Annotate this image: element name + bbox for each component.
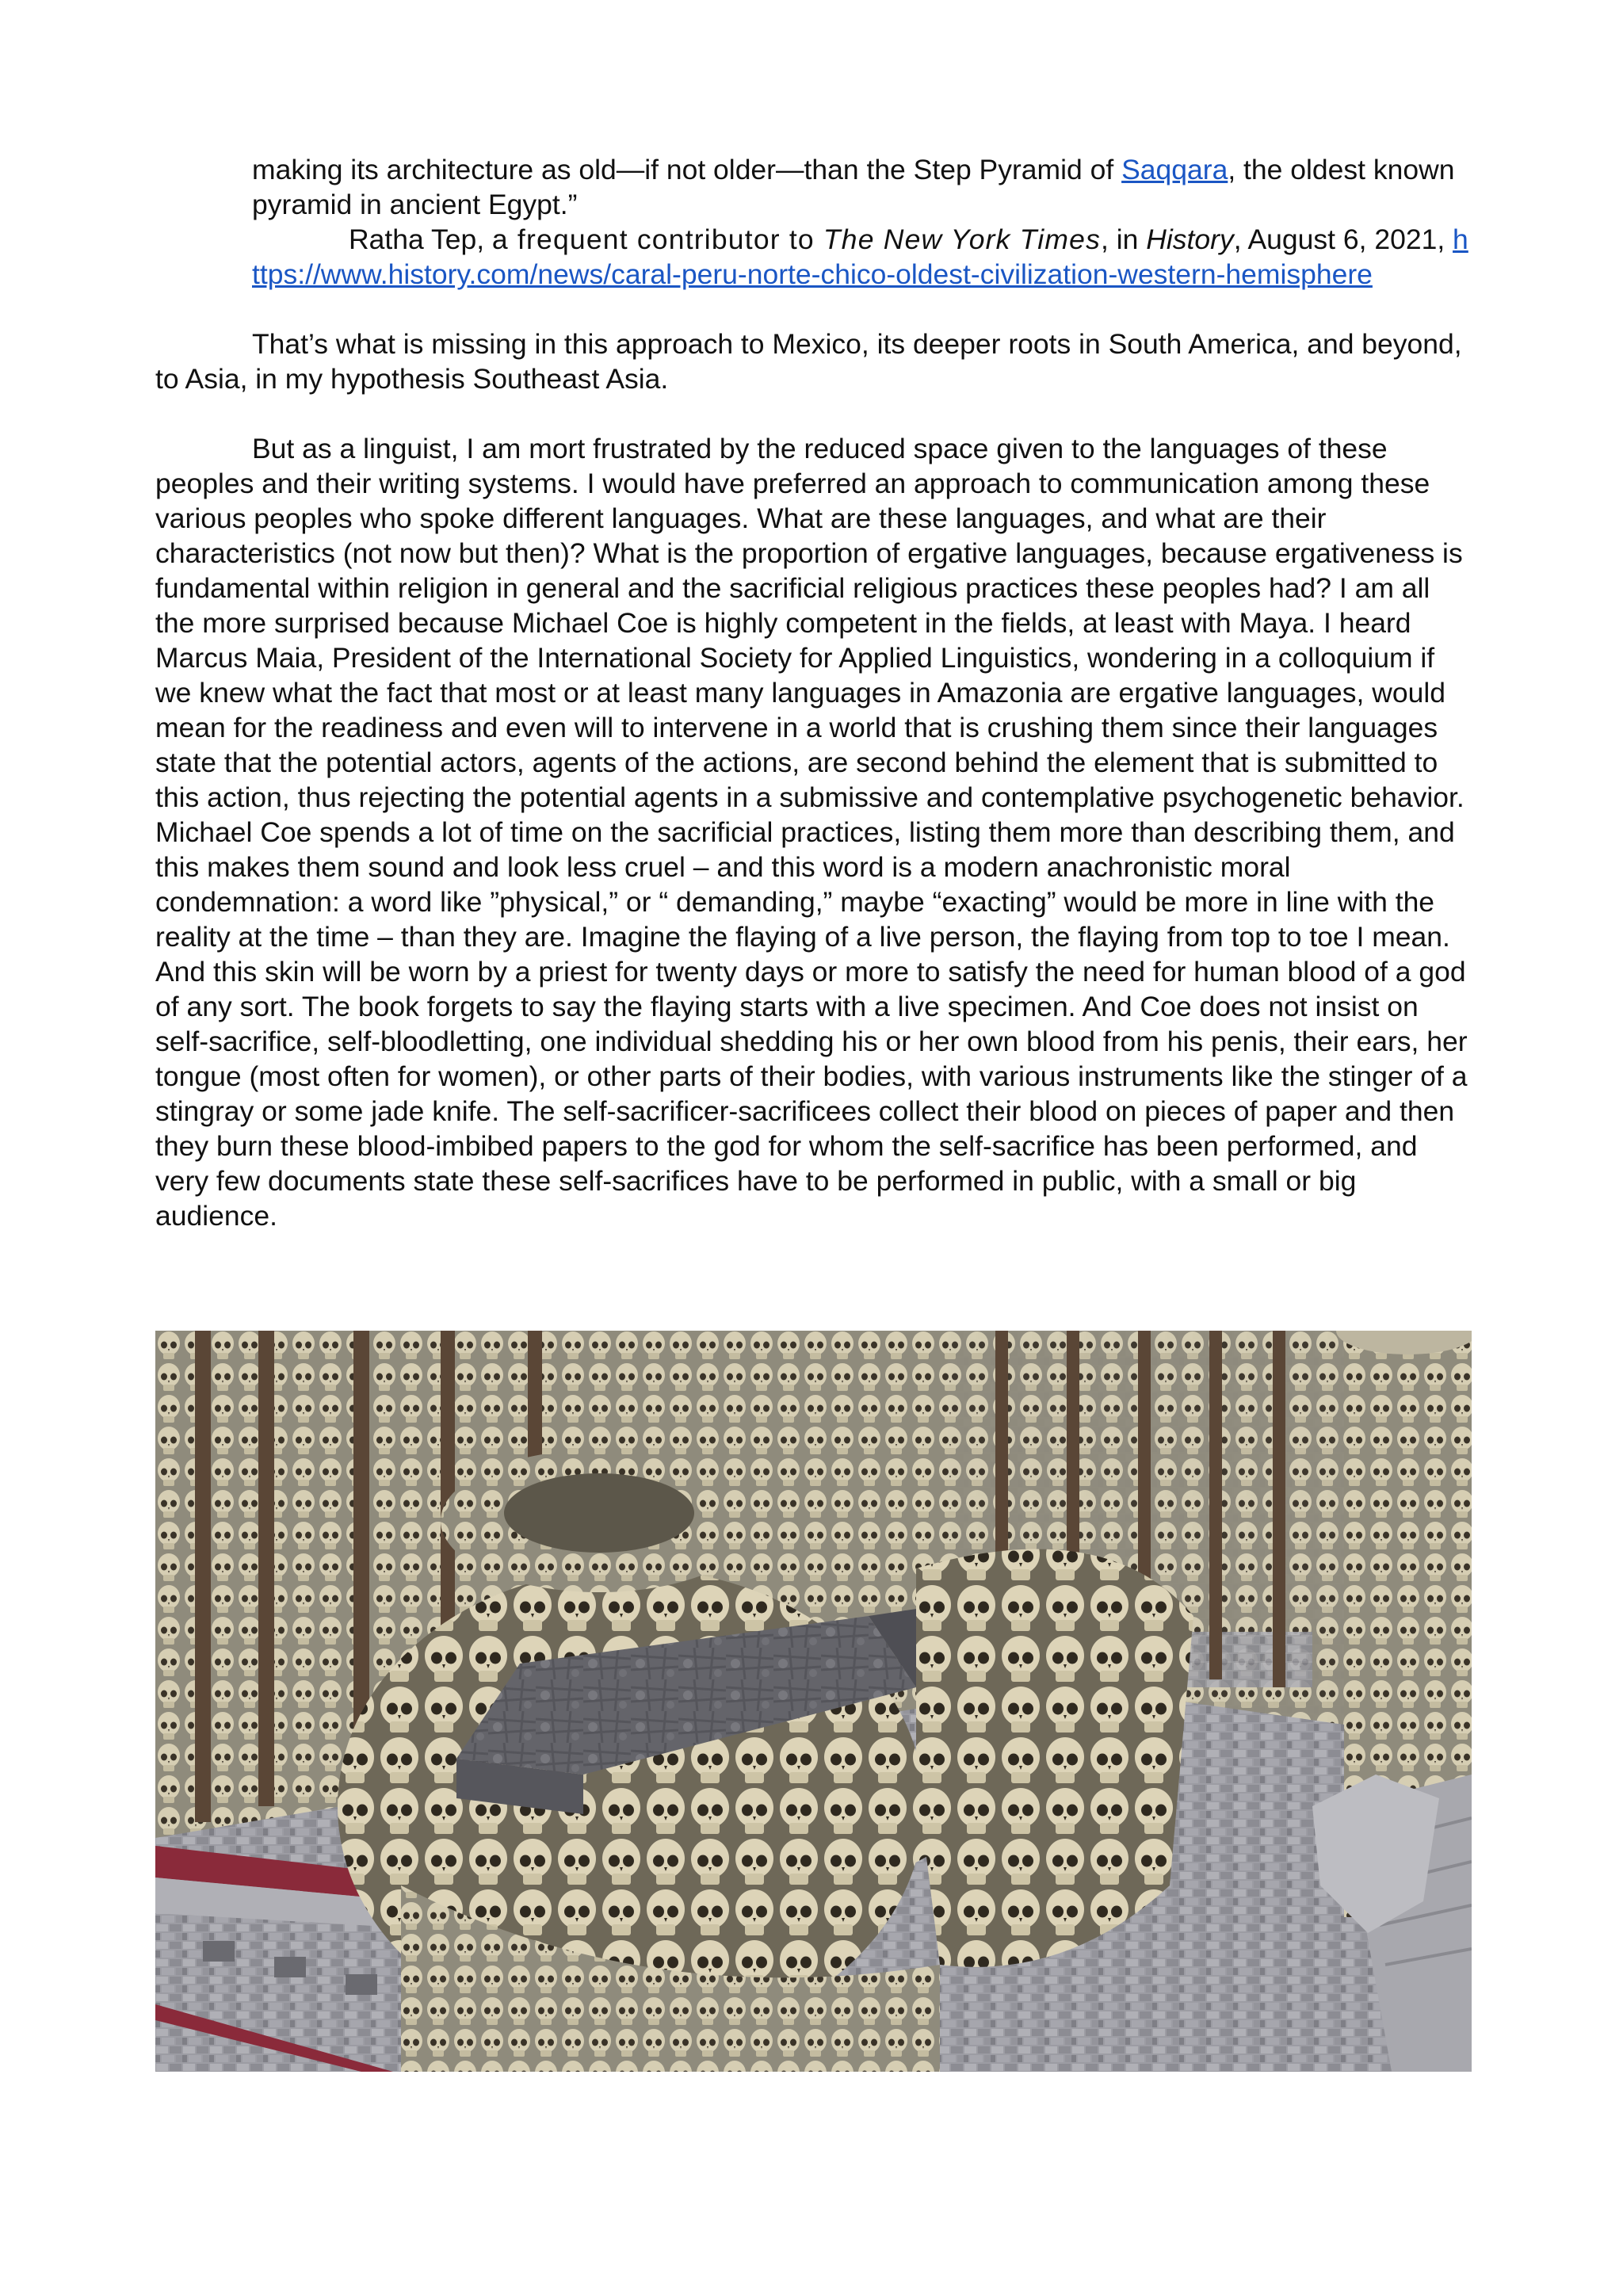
attribution-in: , in <box>1101 223 1147 255</box>
quote-text-end: , the oldest known pyramid in ancient Egypt.” <box>252 154 1455 220</box>
quote-text <box>252 152 1471 222</box>
quote-block <box>155 152 1471 1233</box>
attribution-publication: The New York Times <box>823 223 1102 255</box>
quote-attribution <box>252 222 1471 292</box>
quote-text-start: making its architecture as old—if not older—than the Step Pyramid of <box>252 154 1122 185</box>
saqqara-link[interactable]: Saqqara <box>1121 154 1228 185</box>
block-quote <box>155 152 1471 292</box>
attribution-source: History <box>1146 223 1234 255</box>
attribution-role: a frequent contributor to <box>491 223 823 255</box>
skull-altar-illustration <box>155 1331 1472 2072</box>
attribution-author: Ratha Tep, <box>349 223 492 255</box>
paragraph-missing-roots: That’s what is missing in this approach to Mexico, its deeper roots in South America, and beyond, to Asia, in my hypothesis Southeast Asia. <box>155 328 1462 395</box>
skull-rack-altar-illustration-icon <box>155 1331 1472 2072</box>
attribution-date: , August 6, 2021, <box>1233 223 1453 255</box>
history-article-link[interactable]: https://www.history.com/news/caral-peru-norte-chico-oldest-civilization-western-hemisphere <box>252 223 1468 290</box>
paragraph-linguist: But as a linguist, I am mort frustrated by the reduced space given to the languages of these peoples and their writing systems. I would have preferred an approach to communication among these various peoples who spoke different languages. What are these languages, and what are their characteristics (not now but then)? What is the proportion of ergative languages, because ergativeness is fundamental within religion in general and the sacrificial religious practices these peoples had? I am all the more surprised because Michael Coe is highly competent in the fields, at least with Maya. I heard Marcus Maia, President of the International Society for Applied Linguistics, wondering in a colloquium if we knew what the fact that most or at least many languages in Amazonia are ergative languages, would mean for the readiness and even will to intervene in a world that is crushing them since their languages state that the potential actors, agents of the actions, are second behind the element that is submitted to this action, thus rejecting the potential agents in a submissive and contemplative psychogenetic behavior. Michael Coe spends a lot of time on the sacrificial practices, listing them more than describing them, and this makes them sound and look less cruel – and this word is a modern anachronistic moral condemnation: a word like ”physical,” or “ demanding,” maybe “exacting” would be more in line with the reality at the time – than they are. Imagine the flaying of a live person, the flaying from top to toe I mean. And this skin will be worn by a priest for twenty days or more to satisfy the need for human blood of a god of any sort. The book forgets to say the flaying starts with a live specimen. And Coe does not insist on self-sacrifice, self-bloodletting, one individual shedding his or her own blood from his penis, their ears, her tongue (most often for women), or other parts of their bodies, with various instruments like the stinger of a stingray or some jade knife. The self-sacrificer-sacrificees collect their blood on pieces of paper and then they burn these blood-imbibed papers to the god for whom the self-sacrifice has been performed, and very few documents state these self-sacrifices have to be performed in public, with a small or big audience. <box>155 433 1468 1232</box>
